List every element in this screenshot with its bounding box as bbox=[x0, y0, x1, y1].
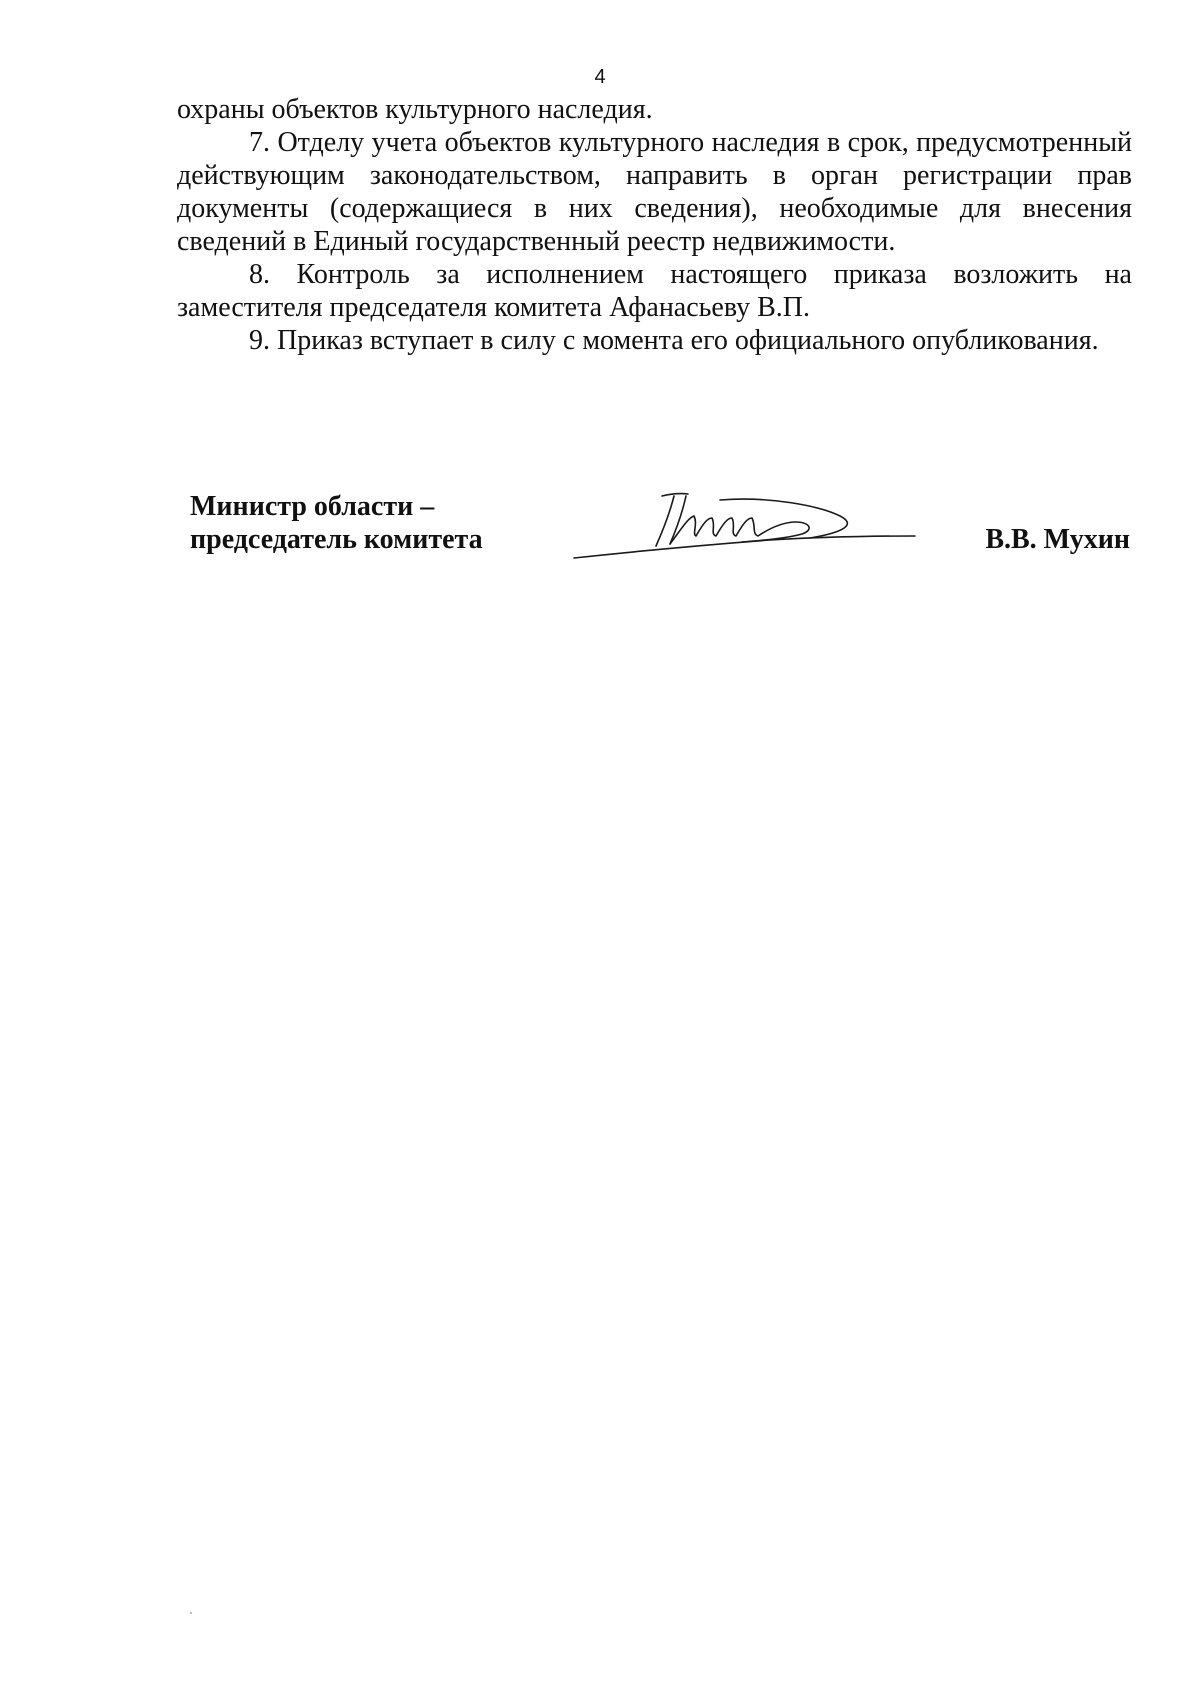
signatory-title-line1: Министр области – bbox=[190, 491, 435, 522]
paragraph-item-7: 7. Отделу учета объектов культурного наследия в срок, предусмотренный действующим законодательством, направить в орган регистрации прав документы (содержащиеся в них сведения), необходимые для внесения сведений в Единый государственный реестр недвижимости. bbox=[177, 127, 1132, 257]
handwritten-signature bbox=[570, 488, 920, 568]
paragraph-continuation: охраны объектов культурного наследия. bbox=[177, 94, 653, 125]
scan-artifact bbox=[190, 1612, 192, 1614]
signature-underline bbox=[574, 536, 915, 558]
signature-stroke-2 bbox=[656, 496, 674, 546]
signatory-name: В.В. Мухин bbox=[985, 524, 1130, 555]
paragraph-item-8: 8. Контроль за исполнением настоящего приказа возложить на заместителя председателя комитета Афанасьеву В.П. bbox=[177, 259, 1132, 323]
signatory-title bbox=[190, 490, 483, 556]
document-body bbox=[177, 93, 1132, 357]
paragraph-item-9: 9. Приказ вступает в силу с момента его официального опубликования. bbox=[249, 325, 1099, 356]
signatory-title-line2: председатель комитета bbox=[190, 524, 483, 555]
page-number: 4 bbox=[594, 66, 606, 88]
signature-stroke-4 bbox=[670, 516, 809, 544]
signature-stroke-1 bbox=[662, 494, 688, 496]
